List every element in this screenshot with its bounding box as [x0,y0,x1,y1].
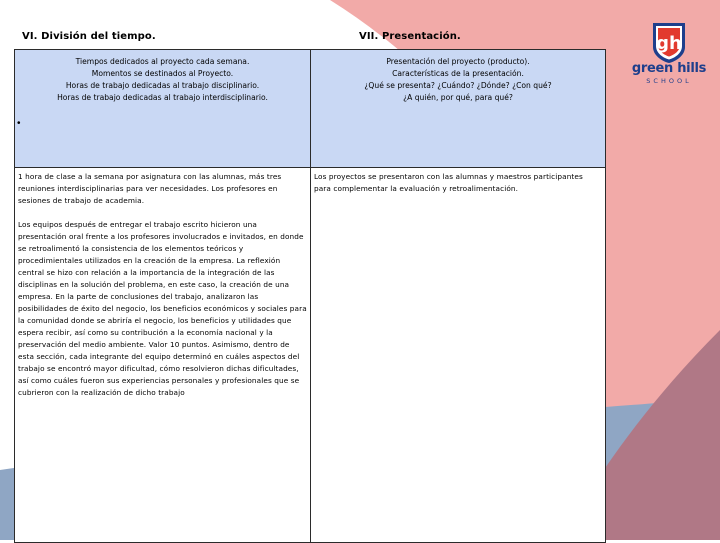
criteria-line: Horas de trabajo dedicadas al trabajo interdisciplinario. [57,93,268,102]
logo-subtitle: SCHOOL [646,77,692,85]
presentation-criteria [311,50,605,104]
content-paragraph: Los equipos después de entregar el trabajo escrito hicieron una presentación oral frente a los profesores involucrados e invitados, en donde se retroalimentó la consistencia de los elementos teóricos y procedimientales utilizados en la creación de la empresa. La reflexión central se hizo con relación a la importancia de la integración de las disciplinas en la solución del problema, en este caso, la creación de una empresa. En la parte de conclusiones del trabajo, analizaron las posibilidades de éxito del negocio, los beneficios económicos y sociales para la comunidad donde se abriría el negocio, los beneficios y utilidades que espera recibir, así como su contribución a la economía nacional y la preservación del medio ambiente. Valor 10 puntos. Asimismo, dentro de esta sección, cada integrante del equipo determinó en cuáles aspectos del trabajo se encontró mayor dificultad, cómo resolvieron dichas dificultades, así como cuáles fueron sus experiencias personales y profesionales que se cubrieron con la realización de dicho trabajo [18,220,307,397]
table-header-row [15,50,606,168]
logo-name: green hills [631,61,707,76]
presentation-content [311,168,605,195]
criteria-line: Características de la presentación. [392,69,524,78]
content-paragraph: Los proyectos se presentaron con las alumnas y maestros participantes para complementar la evaluación y retroalimentación. [314,172,583,193]
criteria-line: Horas de trabajo dedicadas al trabajo disciplinario. [65,81,260,90]
time-division-content [15,168,310,399]
section-heading-time-division: VI. División del tiempo. [22,31,156,42]
time-division-header-cell [15,50,311,168]
time-division-criteria [15,50,310,104]
logo-monogram: gh [656,33,682,54]
section-heading-presentation: VII. Presentación. [359,31,461,42]
criteria-line: ¿A quién, por qué, para qué? [403,93,513,102]
presentation-content-cell [311,168,606,543]
presentation-header-cell [311,50,606,168]
content-paragraph: 1 hora de clase a la semana por asignatura con las alumnas, más tres reuniones interdisciplinarias para ver necesidades. Los profesores en sesiones de trabajo de academia. [18,172,282,205]
time-division-content-cell [15,168,311,543]
criteria-line: Tiempos dedicados al proyecto cada semana. [75,57,250,66]
bullet-point: • [17,118,21,129]
criteria-line: ¿Qué se presenta? ¿Cuándo? ¿Dónde? ¿Con qué? [364,81,552,90]
criteria-line: Presentación del proyecto (producto). [386,57,530,66]
criteria-line: Momentos se destinados al Proyecto. [91,69,234,78]
table-body-row [15,168,606,543]
planning-table [14,49,606,543]
